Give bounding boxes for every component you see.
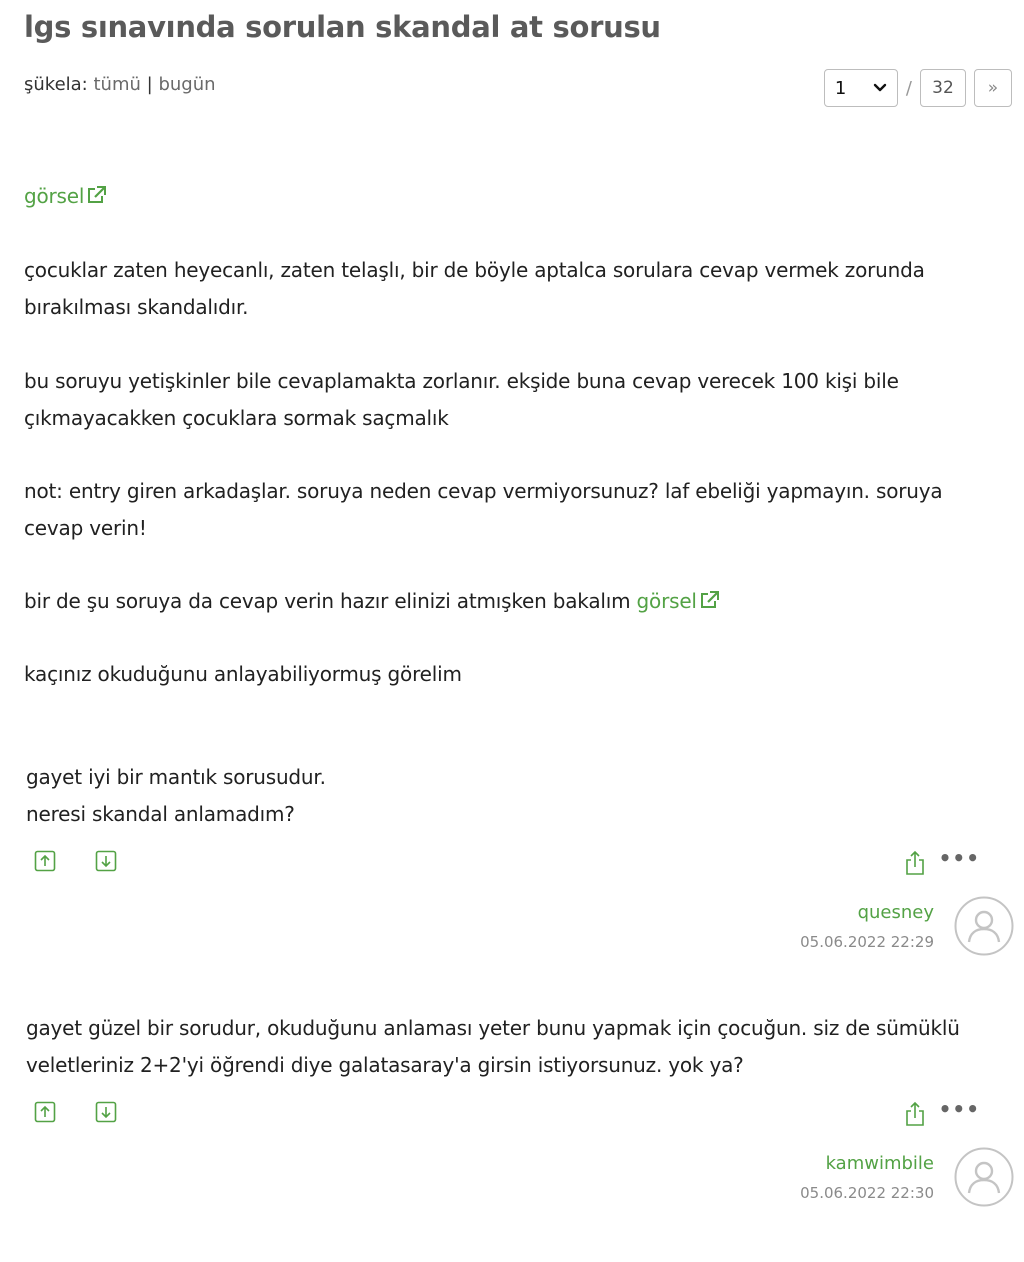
page-select[interactable] [824, 69, 898, 107]
entry-2-line-1: gayet iyi bir mantık sorusudur. [26, 765, 326, 789]
share-icon[interactable] [904, 1101, 926, 1127]
gorsel-link-2[interactable] [637, 589, 721, 613]
gorsel-link-1-label: görsel [24, 184, 85, 208]
pagination [824, 69, 1012, 107]
entry-1-link-line [24, 178, 984, 215]
downvote-icon[interactable] [95, 1101, 117, 1123]
entry-1-paragraph-4-text: bir de şu soruya da cevap verin hazır elinizi atmışken bakalım [24, 589, 637, 613]
more-icon[interactable]: ••• [938, 846, 980, 870]
entry-2-actions [34, 846, 996, 878]
entry-2-date[interactable]: 05.06.2022 22:29 [800, 933, 934, 951]
gorsel-link-1[interactable] [24, 184, 108, 208]
gorsel-link-2-label: görsel [636, 589, 697, 613]
page-select-value: 1 [834, 77, 847, 99]
sort-label: şükela: [24, 74, 88, 95]
page-slash: / [905, 77, 912, 99]
entry-3-actions [34, 1097, 996, 1129]
more-icon[interactable]: ••• [938, 1097, 980, 1121]
author-nick-kamwimbile[interactable]: kamwimbile [825, 1153, 934, 1174]
entry-1-paragraph-4 [24, 583, 984, 620]
filter-separator: | [146, 74, 153, 95]
external-link-icon [86, 185, 108, 205]
sort-filter [24, 74, 216, 95]
chevron-down-icon [873, 83, 887, 93]
downvote-icon[interactable] [95, 850, 117, 872]
filter-all-link[interactable]: tümü [93, 74, 141, 95]
entry-3-text: gayet güzel bir sorudur, okuduğunu anlaması yeter bunu yapmak için çocuğun. siz de sümüklü veletleriniz 2+2'yi öğrendi diye galatasaray'a girsin istiyorsunuz. yok ya? [26, 1016, 960, 1077]
upvote-icon[interactable] [34, 1101, 56, 1123]
entry-3-date[interactable]: 05.06.2022 22:30 [800, 1184, 934, 1202]
author-nick-quesney[interactable]: quesney [857, 902, 934, 923]
entry-3-author [800, 1153, 934, 1202]
last-page-button[interactable]: 32 [920, 69, 966, 107]
entry-2-author [800, 902, 934, 951]
filter-today-link[interactable]: bugün [158, 74, 216, 95]
share-icon[interactable] [904, 850, 926, 876]
entry-1-paragraph-5: kaçınız okuduğunu anlayabiliyormuş görelim [24, 662, 462, 686]
entry-1-paragraph-1: çocuklar zaten heyecanlı, zaten telaşlı, bir de böyle aptalca sorulara cevap vermek zorunda bırakılması skandalıdır. [24, 258, 925, 319]
page-title[interactable]: lgs sınavında sorulan skandal at sorusu [24, 10, 661, 44]
external-link-icon [699, 590, 721, 610]
entry-1-paragraph-3: not: entry giren arkadaşlar. soruya neden cevap vermiyorsunuz? laf ebeliği yapmayın. soruya cevap verin! [24, 479, 943, 540]
avatar-icon[interactable] [954, 1147, 1014, 1207]
avatar-icon[interactable] [954, 896, 1014, 956]
next-page-button[interactable]: » [974, 69, 1012, 107]
entry-1-paragraph-2: bu soruyu yetişkinler bile cevaplamakta zorlanır. ekşide buna cevap verecek 100 kişi bile çıkmayacakken çocuklara sormak saçmalık [24, 369, 899, 430]
entry-2-line-2: neresi skandal anlamadım? [26, 802, 295, 826]
upvote-icon[interactable] [34, 850, 56, 872]
